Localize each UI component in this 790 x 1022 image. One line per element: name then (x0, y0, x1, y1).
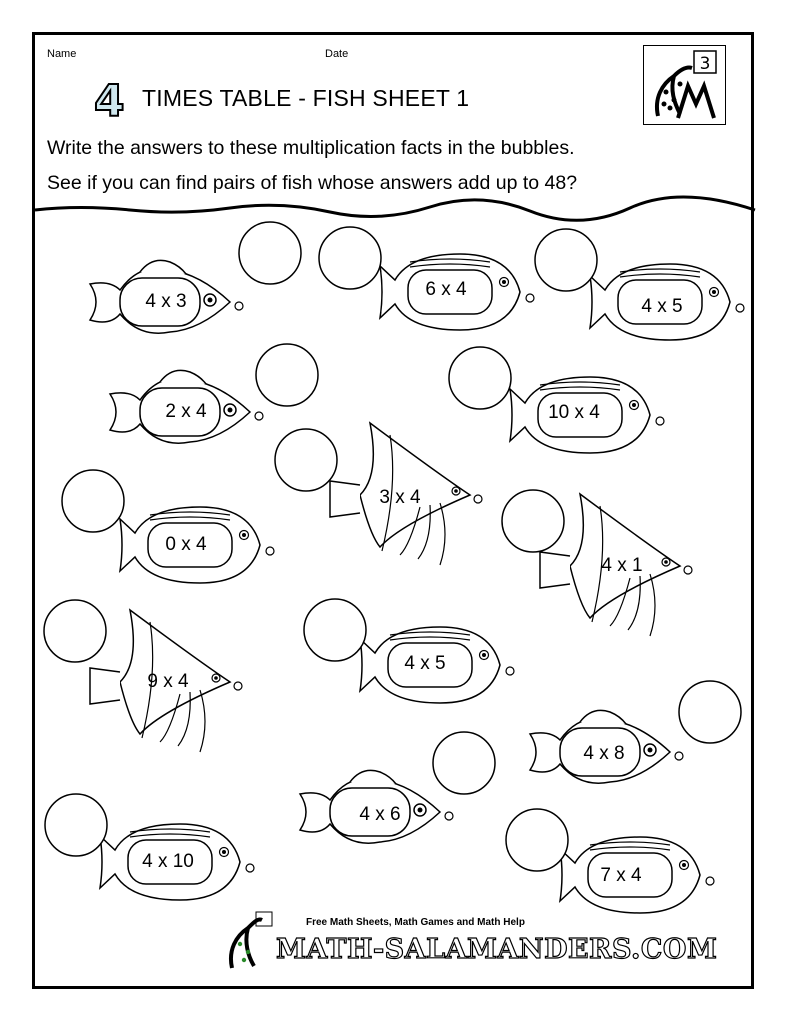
fish-fact: 4 x 8 (583, 743, 625, 764)
answer-bubble[interactable] (304, 599, 366, 661)
answer-bubble[interactable] (502, 490, 564, 552)
fish-fact: 4 x 10 (142, 851, 194, 872)
fish-fact: 4 x 1 (601, 555, 643, 576)
answer-bubble[interactable] (433, 732, 495, 794)
date-label: Date (325, 48, 349, 60)
instruction-line-2: See if you can find pairs of fish whose answers add up to 48? (47, 172, 578, 194)
answer-bubble[interactable] (239, 222, 301, 284)
fish-fact: 0 x 4 (165, 534, 207, 555)
page-title: TIMES TABLE - FISH SHEET 1 (142, 85, 470, 111)
instruction-line-1: Write the answers to these multiplication facts in the bubbles. (47, 137, 575, 159)
answer-bubble[interactable] (535, 229, 597, 291)
fish-fact: 2 x 4 (165, 401, 207, 422)
answer-bubble[interactable] (679, 681, 741, 743)
fish-fact: 3 x 4 (379, 487, 421, 508)
fish-fact: 9 x 4 (147, 671, 189, 692)
water-line (35, 197, 755, 220)
answer-bubble[interactable] (256, 344, 318, 406)
title-number: 4 (94, 76, 125, 127)
fish-fact: 4 x 3 (145, 291, 187, 312)
answer-bubble[interactable] (45, 794, 107, 856)
fish-fact: 4 x 5 (404, 653, 446, 674)
answer-bubble[interactable] (506, 809, 568, 871)
fish-fact: 7 x 4 (600, 865, 642, 886)
fish-fact: 4 x 5 (641, 296, 683, 317)
fish-fact: 10 x 4 (548, 402, 600, 423)
fish-fact: 4 x 6 (359, 804, 401, 825)
footer-site-logo: MATH-SALAMANDERS.COM (276, 934, 718, 965)
answer-bubble[interactable] (275, 429, 337, 491)
answer-bubble[interactable] (319, 227, 381, 289)
footer-tagline: Free Math Sheets, Math Games and Math Help (306, 917, 525, 928)
logo-grade: 3 (699, 54, 711, 74)
answer-bubble[interactable] (449, 347, 511, 409)
answer-bubble[interactable] (44, 600, 106, 662)
name-label: Name (47, 48, 77, 60)
fish-fact: 6 x 4 (425, 279, 467, 300)
answer-bubble[interactable] (62, 470, 124, 532)
